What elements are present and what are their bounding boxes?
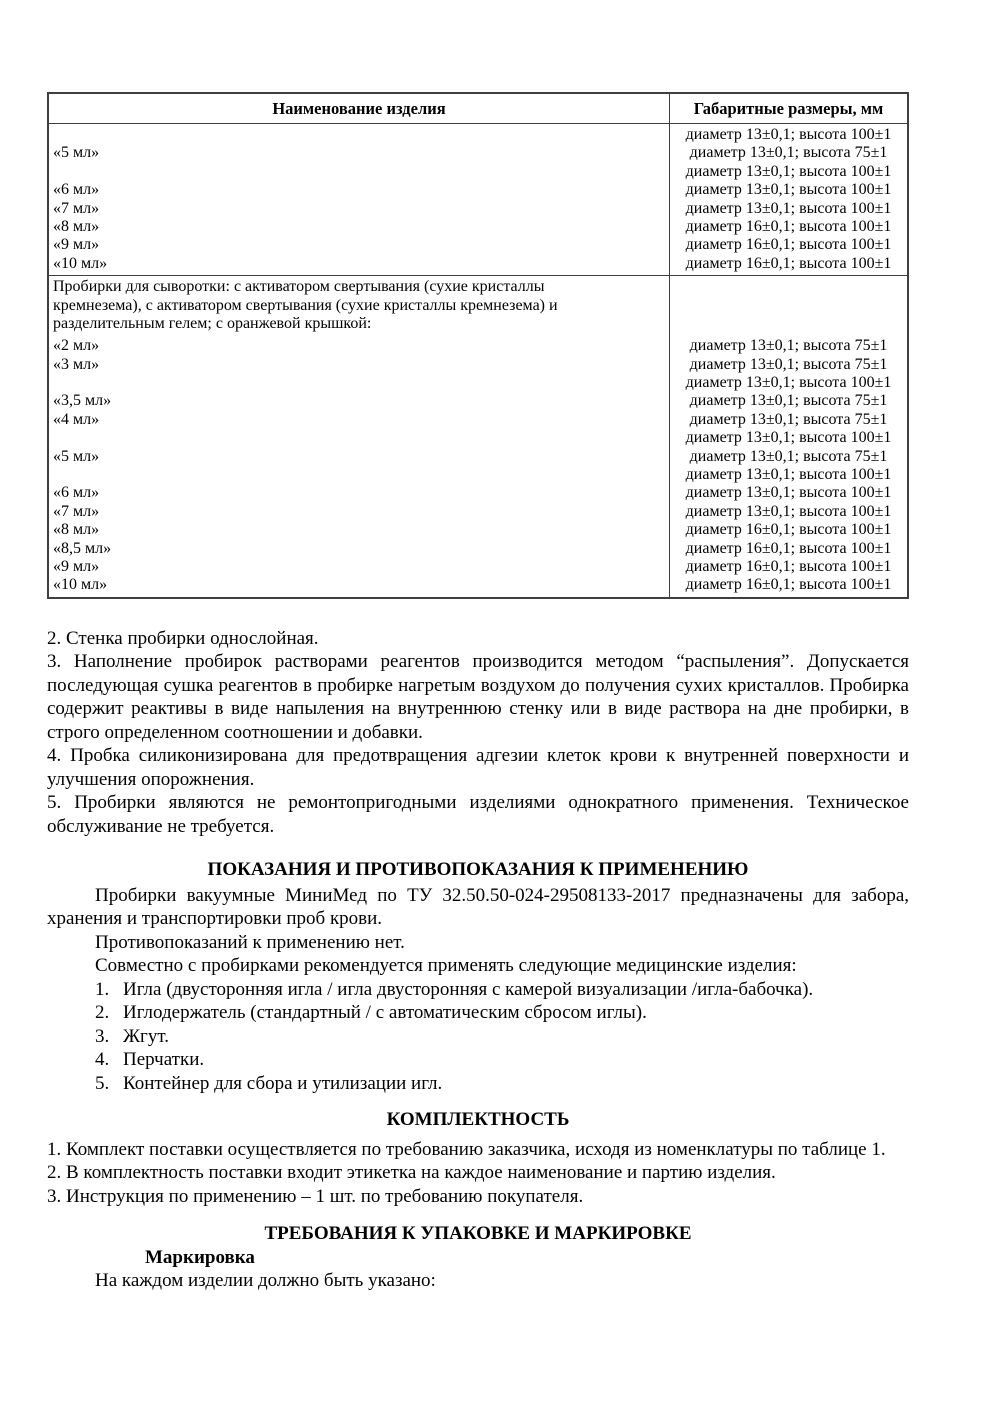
table-header-row bbox=[49, 94, 907, 124]
table-row bbox=[49, 124, 907, 276]
table-rows-container bbox=[49, 124, 907, 597]
dimensions-cell bbox=[670, 124, 907, 275]
product-volume-label bbox=[53, 163, 665, 181]
product-volume-label bbox=[53, 126, 665, 144]
spacer-line bbox=[670, 297, 907, 315]
product-volume-label: «2 мл» bbox=[53, 337, 100, 355]
dimension-list bbox=[670, 126, 907, 273]
paragraph: Совместно с пробирками рекомендуется применять следующие медицинские изделия: bbox=[95, 955, 797, 977]
list-item bbox=[47, 1025, 909, 1049]
spacer-line bbox=[670, 315, 907, 333]
dimension-value: диаметр 16±0,1; высота 100±1 bbox=[685, 521, 892, 539]
dimension-value: диаметр 13±0,1; высота 100±1 bbox=[685, 126, 892, 143]
product-name-cell bbox=[49, 124, 670, 275]
document-content bbox=[47, 92, 909, 1293]
dimension-value: диаметр 13±0,1; высота 100±1 bbox=[685, 502, 892, 520]
table-row bbox=[49, 276, 907, 597]
list-item-number: 2. bbox=[95, 1002, 110, 1024]
section-heading: КОМПЛЕКТНОСТЬ bbox=[386, 1109, 570, 1131]
product-volume-label: «3 мл» bbox=[53, 355, 100, 373]
paragraph: На каждом изделии должно быть указано: bbox=[95, 1270, 436, 1292]
product-volume-label: «9 мл» bbox=[53, 557, 100, 575]
product-description-line: кремнезема), с активатором свертывания (сухие кристаллы кремнезема) и bbox=[53, 296, 558, 314]
list-item-text: Иглодержатель (стандартный / с автоматическим сбросом иглы). bbox=[123, 1002, 647, 1024]
product-volume-label: «8 мл» bbox=[53, 521, 100, 539]
dimension-value: диаметр 16±0,1; высота 100±1 bbox=[685, 236, 892, 254]
paragraph: 4. Пробка силиконизирована для предотвращения адгезии клеток крови к внутренней поверхности и улучшения опорожнения. bbox=[47, 745, 909, 790]
list-item-text: Перчатки. bbox=[123, 1049, 205, 1071]
paragraph: 2. В комплектность поставки входит этикетка на каждое наименование и партию изделия. bbox=[47, 1162, 776, 1184]
list-item bbox=[47, 1048, 909, 1072]
spacer-line bbox=[670, 278, 907, 296]
dimension-value: диаметр 13±0,1; высота 75±1 bbox=[689, 447, 888, 465]
product-volume-label bbox=[53, 466, 665, 484]
paragraph: 3. Наполнение пробирок растворами реагентов производится методом “распыления”. Допускается последующая сушка реагентов в пробирке нагретым воздухом до получения сухих кристаллов. Пробирка содержит реактивы в виде напыления на внутреннюю стенку или в виде раствора на дне пробирки, в строго определенном соотношении и добавки. bbox=[47, 651, 909, 743]
paragraph: Противопоказаний к применению нет. bbox=[95, 931, 405, 953]
list-item-text: Контейнер для сбора и утилизации игл. bbox=[123, 1072, 443, 1094]
dimension-value: диаметр 13±0,1; высота 75±1 bbox=[689, 337, 888, 355]
list-item-number: 1. bbox=[95, 978, 110, 1000]
list-item-number: 4. bbox=[95, 1049, 110, 1071]
list-item-number: 3. bbox=[95, 1025, 110, 1047]
list-item-number: 5. bbox=[95, 1072, 110, 1094]
table-header-dimensions: Габаритные размеры, мм bbox=[693, 99, 884, 118]
dimension-value: диаметр 16±0,1; высота 100±1 bbox=[685, 576, 892, 594]
dimension-value: диаметр 16±0,1; высота 100±1 bbox=[685, 557, 892, 575]
product-volume-label: «5 мл» bbox=[53, 144, 100, 162]
product-volume-label bbox=[53, 374, 665, 392]
paragraph: 2. Стенка пробирки однослойная. bbox=[47, 627, 319, 649]
dimension-value: диаметр 13±0,1; высота 100±1 bbox=[685, 181, 892, 199]
document-text-body bbox=[47, 627, 909, 1293]
product-name-cell bbox=[49, 276, 670, 597]
product-volume-label: «10 мл» bbox=[53, 254, 108, 272]
dimension-value: диаметр 13±0,1; высота 100±1 bbox=[685, 466, 892, 484]
product-volume-label: «8,5 мл» bbox=[53, 539, 112, 557]
paragraph: 5. Пробирки являются не ремонтопригодными изделиями однократного применения. Техническое обслуживание не требуется. bbox=[47, 792, 909, 837]
product-volume-label: «4 мл» bbox=[53, 410, 100, 428]
dimension-value: диаметр 13±0,1; высота 100±1 bbox=[685, 429, 892, 447]
dimensions-cell bbox=[670, 276, 907, 597]
product-volume-label: «7 мл» bbox=[53, 502, 100, 520]
product-description-line: Пробирки для сыворотки: с активатором свертывания (сухие кристаллы bbox=[53, 278, 545, 296]
dimension-value: диаметр 13±0,1; высота 100±1 bbox=[685, 374, 892, 392]
product-volume-label: «9 мл» bbox=[53, 236, 100, 254]
product-volume-label bbox=[53, 429, 665, 447]
list-item bbox=[47, 1072, 909, 1096]
product-spec-table bbox=[47, 92, 909, 599]
product-volume-label: «10 мл» bbox=[53, 576, 108, 594]
dimension-value: диаметр 13±0,1; высота 100±1 bbox=[685, 484, 892, 502]
section-heading: ТРЕБОВАНИЯ К УПАКОВКЕ И МАРКИРОВКЕ bbox=[264, 1223, 692, 1245]
paragraph: Пробирки вакуумные МиниМед по ТУ 32.50.50-024-29508133-2017 предназначены для забора, хранения и транспортировки проб крови. bbox=[47, 884, 909, 930]
product-label-list bbox=[53, 337, 665, 594]
dimension-value: диаметр 13±0,1; высота 75±1 bbox=[689, 392, 888, 410]
dimension-value: диаметр 13±0,1; высота 100±1 bbox=[685, 162, 892, 180]
dimension-value: диаметр 13±0,1; высота 100±1 bbox=[685, 199, 892, 217]
product-volume-label: «3,5 мл» bbox=[53, 392, 112, 410]
list-item-text: Жгут. bbox=[123, 1025, 169, 1047]
product-volume-label: «8 мл» bbox=[53, 217, 100, 235]
product-volume-label: «7 мл» bbox=[53, 199, 100, 217]
list-item-text: Игла (двусторонняя игла / игла двусторонняя с камерой визуализации /игла-бабочка). bbox=[123, 978, 814, 1000]
table-header-product-name: Наименование изделия bbox=[49, 94, 670, 123]
paragraph: 3. Инструкция по применению – 1 шт. по требованию покупателя. bbox=[47, 1185, 584, 1207]
dimension-value: диаметр 13±0,1; высота 75±1 bbox=[689, 355, 888, 373]
product-volume-label: «5 мл» bbox=[53, 447, 100, 465]
dimension-list bbox=[670, 337, 907, 594]
section-heading: ПОКАЗАНИЯ И ПРОТИВОПОКАЗАНИЯ К ПРИМЕНЕНИЮ bbox=[207, 859, 749, 881]
paragraph: Маркировка bbox=[145, 1246, 255, 1268]
paragraph: 1. Комплект поставки осуществляется по требованию заказчика, исходя из номенклатуры по таблице 1. bbox=[47, 1138, 886, 1160]
product-description-line: разделительным гелем; с оранжевой крышкой: bbox=[53, 314, 372, 332]
list-item bbox=[47, 978, 909, 1002]
product-volume-label: «6 мл» bbox=[53, 484, 100, 502]
dimension-value: диаметр 13±0,1; высота 75±1 bbox=[689, 410, 888, 428]
product-volume-label: «6 мл» bbox=[53, 181, 100, 199]
list-item bbox=[47, 1001, 909, 1025]
dimension-value: диаметр 16±0,1; высота 100±1 bbox=[685, 539, 892, 557]
dimension-value: диаметр 16±0,1; высота 100±1 bbox=[685, 217, 892, 235]
dimension-value: диаметр 16±0,1; высота 100±1 bbox=[685, 254, 892, 272]
dimension-value: диаметр 13±0,1; высота 75±1 bbox=[689, 144, 888, 162]
product-label-list bbox=[53, 126, 665, 273]
